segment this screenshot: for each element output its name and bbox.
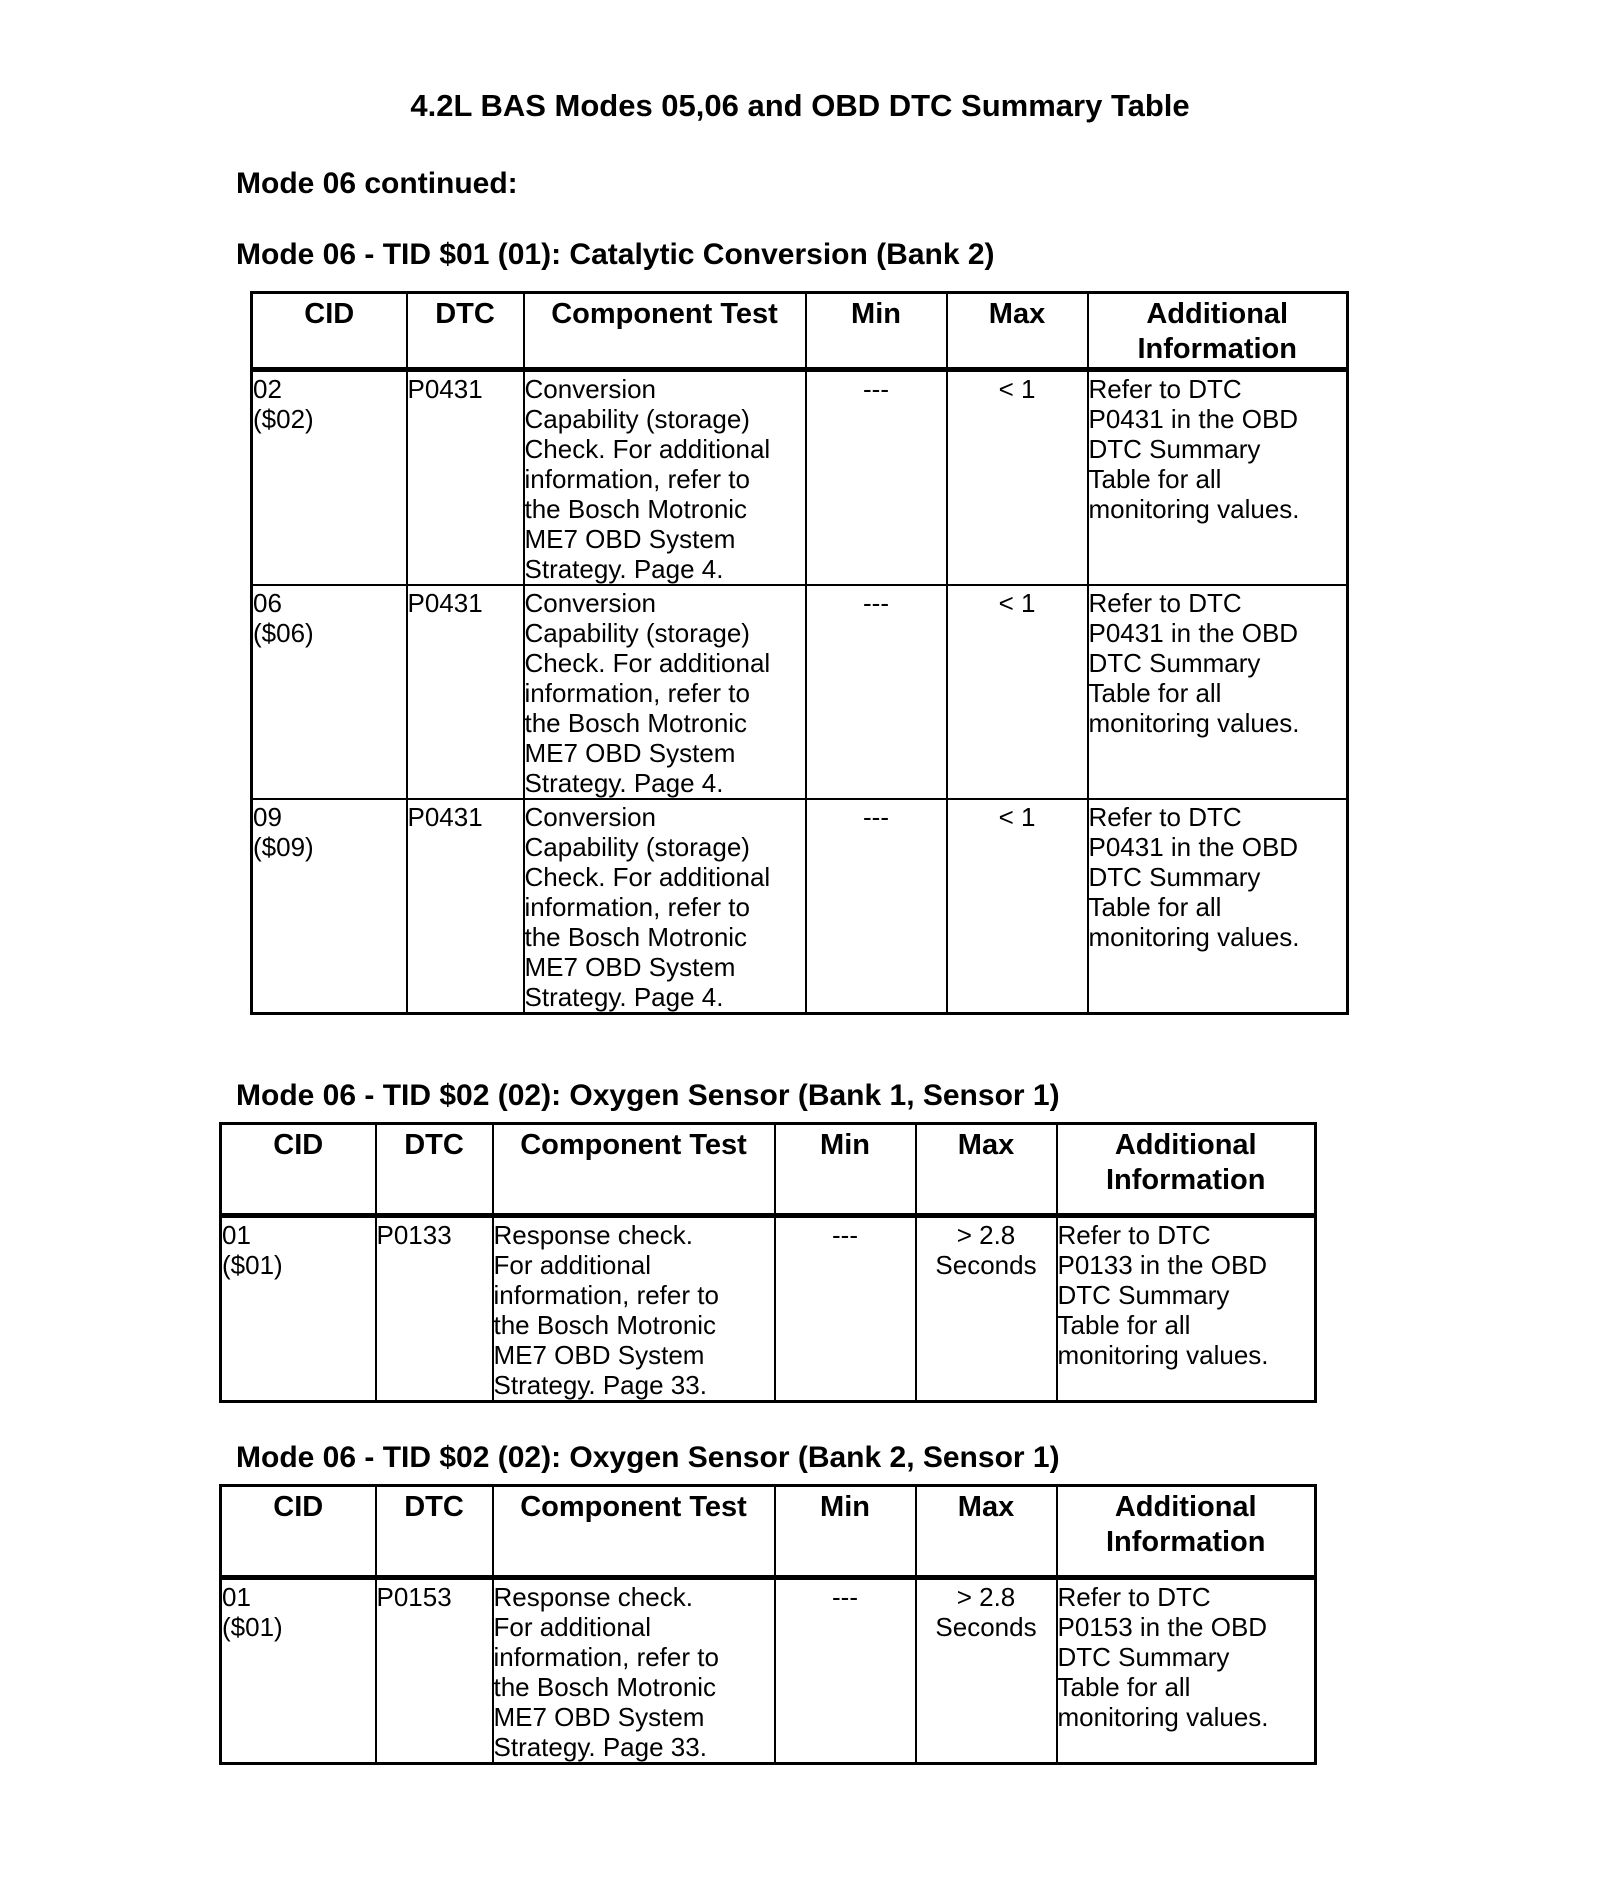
oxygen-sensor-bank2-table [219, 1484, 1317, 1765]
cell-dtc: P0431 [407, 588, 483, 618]
column-header-dtc: DTC [376, 1124, 493, 1216]
table-row [252, 585, 1348, 799]
column-header-component-test: Component Test [524, 293, 806, 370]
column-header-min: Min [806, 293, 947, 370]
cell-cid: 01 ($01) [222, 1220, 283, 1280]
column-header-dtc: DTC [407, 293, 524, 370]
cell-additional-info: Refer to DTC P0431 in the OBD DTC Summary Table for all monitoring values. [1088, 588, 1300, 738]
cell-dtc: P0133 [376, 1220, 452, 1250]
cell-additional-info: Refer to DTC P0431 in the OBD DTC Summary Table for all monitoring values. [1088, 374, 1300, 524]
table-row [221, 1216, 1316, 1402]
cell-component-test: Conversion Capability (storage) Check. For additional information, refer to the Bosch Motronic ME7 OBD System Strategy. Page 4. [524, 802, 771, 1012]
cell-component-test: Response check. For additional information, refer to the Bosch Motronic ME7 OBD System Strategy. Page 33. [493, 1582, 719, 1762]
cell-max: > 2.8 Seconds [935, 1220, 1037, 1280]
cell-dtc: P0431 [407, 802, 483, 832]
cell-max: < 1 [998, 802, 1036, 832]
cell-min: --- [863, 374, 889, 404]
column-header-max: Max [916, 1124, 1057, 1216]
cell-dtc: P0153 [376, 1582, 452, 1612]
table-row [252, 799, 1348, 1014]
cell-max: < 1 [998, 588, 1036, 618]
cell-dtc: P0431 [407, 374, 483, 404]
table-header-row [252, 293, 1348, 370]
column-header-component-test: Component Test [493, 1124, 775, 1216]
column-header-additional-info: Additional Information [1088, 293, 1348, 370]
table-heading-oxygen-bank2: Mode 06 - TID $02 (02): Oxygen Sensor (Bank 2, Sensor 1) [236, 1441, 1060, 1474]
cell-min: --- [863, 588, 889, 618]
cell-additional-info: Refer to DTC P0153 in the OBD DTC Summary Table for all monitoring values. [1057, 1582, 1269, 1732]
cell-max: > 2.8 Seconds [935, 1582, 1037, 1642]
section-subtitle: Mode 06 continued: [236, 167, 518, 200]
column-header-min: Min [775, 1486, 916, 1578]
oxygen-sensor-bank1-table [219, 1122, 1317, 1403]
column-header-cid: CID [252, 293, 407, 370]
column-header-min: Min [775, 1124, 916, 1216]
cell-cid: 06 ($06) [253, 588, 314, 648]
cell-cid: 09 ($09) [253, 802, 314, 862]
table-heading-oxygen-bank1: Mode 06 - TID $02 (02): Oxygen Sensor (Bank 1, Sensor 1) [236, 1079, 1060, 1112]
cell-additional-info: Refer to DTC P0133 in the OBD DTC Summary Table for all monitoring values. [1057, 1220, 1269, 1370]
cell-min: --- [863, 802, 889, 832]
cell-cid: 02 ($02) [253, 374, 314, 434]
cell-component-test: Response check. For additional information, refer to the Bosch Motronic ME7 OBD System Strategy. Page 33. [493, 1220, 719, 1400]
cell-cid: 01 ($01) [222, 1582, 283, 1642]
document-title: 4.2L BAS Modes 05,06 and OBD DTC Summary Table [410, 88, 1190, 123]
column-header-max: Max [947, 293, 1088, 370]
column-header-cid: CID [221, 1486, 376, 1578]
column-header-additional-info: Additional Information [1057, 1486, 1316, 1578]
table-header-row [221, 1486, 1316, 1578]
cell-min: --- [832, 1220, 858, 1250]
cell-min: --- [832, 1582, 858, 1612]
table-row [221, 1578, 1316, 1764]
table-row [252, 370, 1348, 586]
cell-component-test: Conversion Capability (storage) Check. For additional information, refer to the Bosch Motronic ME7 OBD System Strategy. Page 4. [524, 588, 771, 798]
table-header-row [221, 1124, 1316, 1216]
cell-additional-info: Refer to DTC P0431 in the OBD DTC Summary Table for all monitoring values. [1088, 802, 1300, 952]
column-header-dtc: DTC [376, 1486, 493, 1578]
column-header-cid: CID [221, 1124, 376, 1216]
column-header-additional-info: Additional Information [1057, 1124, 1316, 1216]
column-header-component-test: Component Test [493, 1486, 775, 1578]
column-header-max: Max [916, 1486, 1057, 1578]
cell-component-test: Conversion Capability (storage) Check. For additional information, refer to the Bosch Motronic ME7 OBD System Strategy. Page 4. [524, 374, 771, 584]
table-heading-catalytic-bank2: Mode 06 - TID $01 (01): Catalytic Conversion (Bank 2) [236, 238, 995, 271]
cell-max: < 1 [998, 374, 1036, 404]
catalytic-conversion-table [250, 291, 1349, 1015]
